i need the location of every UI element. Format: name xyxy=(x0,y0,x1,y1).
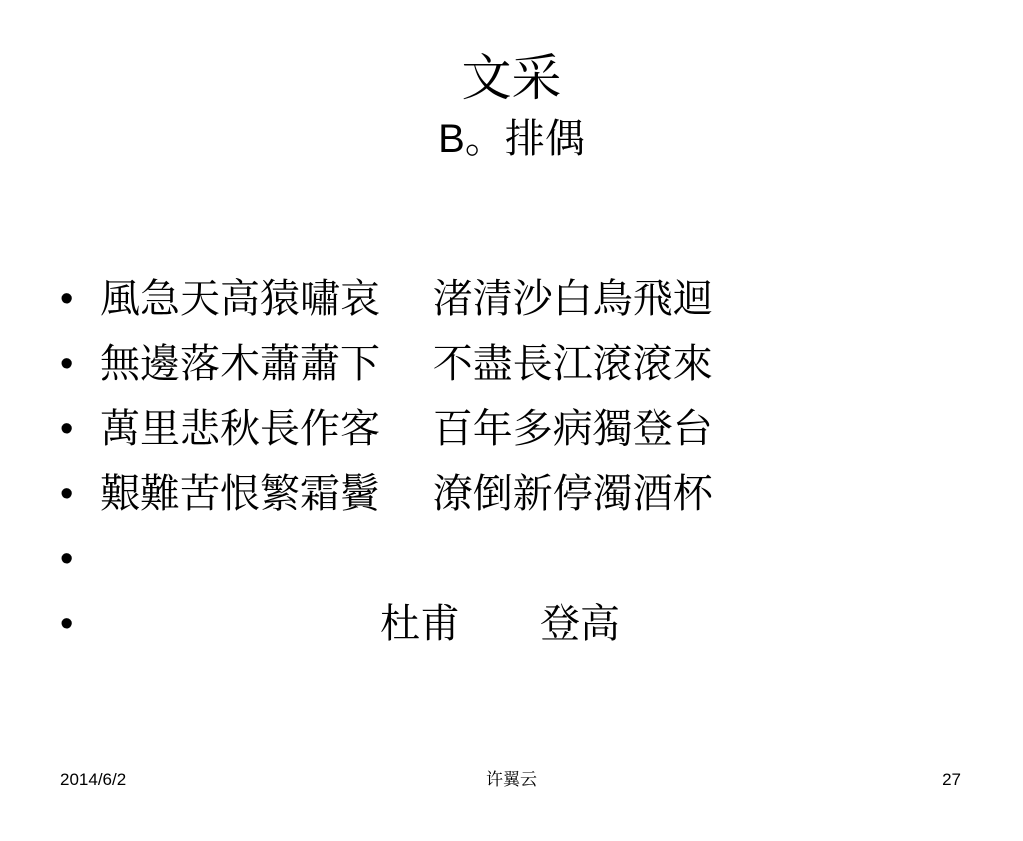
list-item xyxy=(60,593,620,658)
poem-attribution: 杜甫 登高 xyxy=(100,601,620,647)
bullet-icon: • xyxy=(60,473,74,515)
bullet-icon: • xyxy=(60,343,74,385)
slide-subtitle: B。排偶 xyxy=(438,117,585,161)
footer-page-number: 27 xyxy=(942,770,961,789)
bullet-icon: • xyxy=(60,278,74,320)
bullet-icon: • xyxy=(60,538,74,580)
list-item xyxy=(60,463,713,528)
bullet-list xyxy=(60,268,713,658)
poem-line-1: 風急天高猿嘯哀 渚清沙白鳥飛迴 xyxy=(100,276,713,322)
bullet-icon: • xyxy=(60,408,74,450)
list-item xyxy=(60,528,111,593)
footer-author: 许翼云 xyxy=(486,770,537,789)
poem-line-4: 艱難苦恨繁霜鬢 潦倒新停濁酒杯 xyxy=(100,471,713,517)
list-item xyxy=(60,268,713,333)
list-item xyxy=(60,398,713,463)
poem-line-3: 萬里悲秋長作客 百年多病獨登台 xyxy=(100,406,713,452)
footer-date: 2014/6/2 xyxy=(60,770,127,789)
list-item xyxy=(60,333,713,398)
slide-title: 文采 xyxy=(461,49,562,107)
poem-line-2: 無邊落木蕭蕭下 不盡長江滾滾來 xyxy=(100,341,713,387)
bullet-icon: • xyxy=(60,603,74,645)
